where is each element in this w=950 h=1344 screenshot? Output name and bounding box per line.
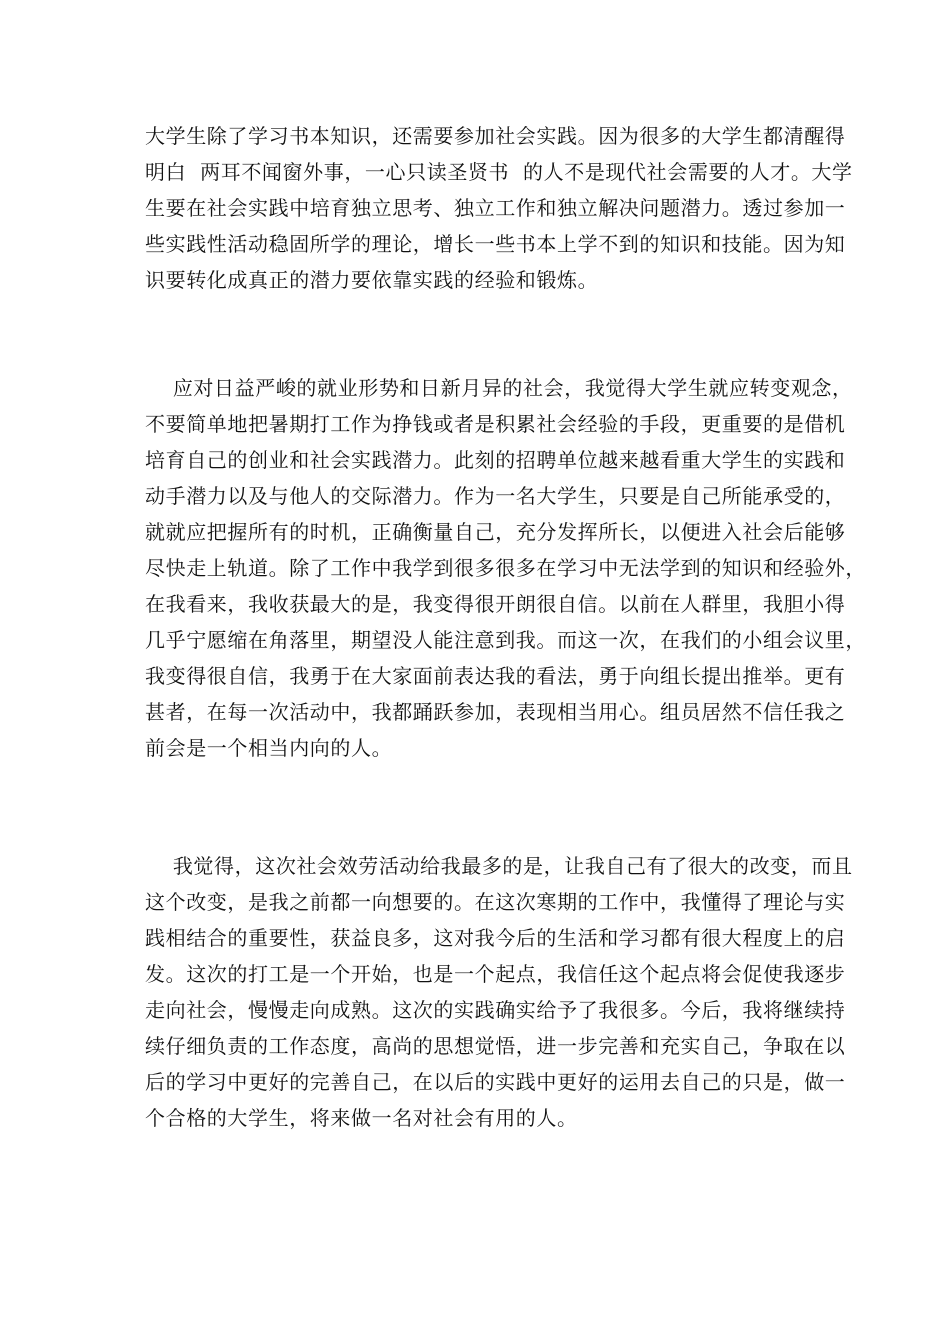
text-line: 践相结合的重要性，获益良多，这对我今后的生活和学习都有很大程度上的启 [145, 926, 846, 950]
text-line: 大学生除了学习书本知识，还需要参加社会实践。因为很多的大学生都清醒得 [145, 124, 846, 148]
text-line: 动手潜力以及与他人的交际潜力。作为一名大学生，只要是自己所能承受的， [145, 484, 846, 508]
text-line: 我变得很自信，我勇于在大家面前表达我的看法，勇于向组长提出推举。更有 [145, 664, 846, 688]
text-line: 发。这次的打工是一个开始，也是一个起点，我信任这个起点将会促使我逐步 [145, 962, 846, 986]
text-line: 甚者，在每一次活动中，我都踊跃参加，表现相当用心。组员居然不信任我之 [145, 700, 846, 724]
text-line: 个合格的大学生，将来做一名对社会有用的人。 [145, 1106, 578, 1130]
paragraph-2 [145, 370, 866, 766]
paragraph-1 [145, 118, 853, 298]
text-line: 识要转化成真正的潜力要依靠实践的经验和锻炼。 [145, 268, 599, 292]
text-line: 些实践性活动稳固所学的理论，增长一些书本上学不到的知识和技能。因为知 [145, 232, 846, 256]
text-line: 续仔细负责的工作态度，高尚的思想觉悟，进一步完善和充实自己，争取在以 [145, 1034, 846, 1058]
text-line: 不要简单地把暑期打工作为挣钱或者是积累社会经验的手段，更重要的是借机 [145, 412, 846, 436]
text-line: 就就应把握所有的时机，正确衡量自己，充分发挥所长，以便进入社会后能够 [145, 520, 846, 544]
text-line: 走向社会，慢慢走向成熟。这次的实践确实给予了我很多。今后，我将继续持 [145, 998, 846, 1022]
text-line: 培育自己的创业和社会实践潜力。此刻的招聘单位越来越看重大学生的实践和 [145, 448, 846, 472]
text-line: 应对日益严峻的就业形势和日新月异的社会，我觉得大学生就应转变观念， [145, 376, 853, 400]
text-line: 前会是一个相当内向的人。 [145, 736, 393, 760]
paragraph-3 [145, 848, 853, 1136]
text-line: 这个改变，是我之前都一向想要的。在这次寒期的工作中，我懂得了理论与实 [145, 890, 846, 914]
text-line: 生要在社会实践中培育独立思考、独立工作和独立解决问题潜力。透过参加一 [145, 196, 846, 220]
text-line: 后的学习中更好的完善自己，在以后的实践中更好的运用去自己的只是，做一 [145, 1070, 846, 1094]
text-line: 明白 两耳不闻窗外事，一心只读圣贤书 的人不是现代社会需要的人才。大学 [145, 160, 853, 184]
text-line: 几乎宁愿缩在角落里，期望没人能注意到我。而这一次，在我们的小组会议里， [145, 628, 866, 652]
text-line: 尽快走上轨道。除了工作中我学到很多很多在学习中无法学到的知识和经验外， [145, 556, 866, 580]
text-line: 在我看来，我收获最大的是，我变得很开朗很自信。以前在人群里，我胆小得 [145, 592, 846, 616]
text-line: 我觉得，这次社会效劳活动给我最多的是，让我自己有了很大的改变，而且 [145, 854, 853, 878]
